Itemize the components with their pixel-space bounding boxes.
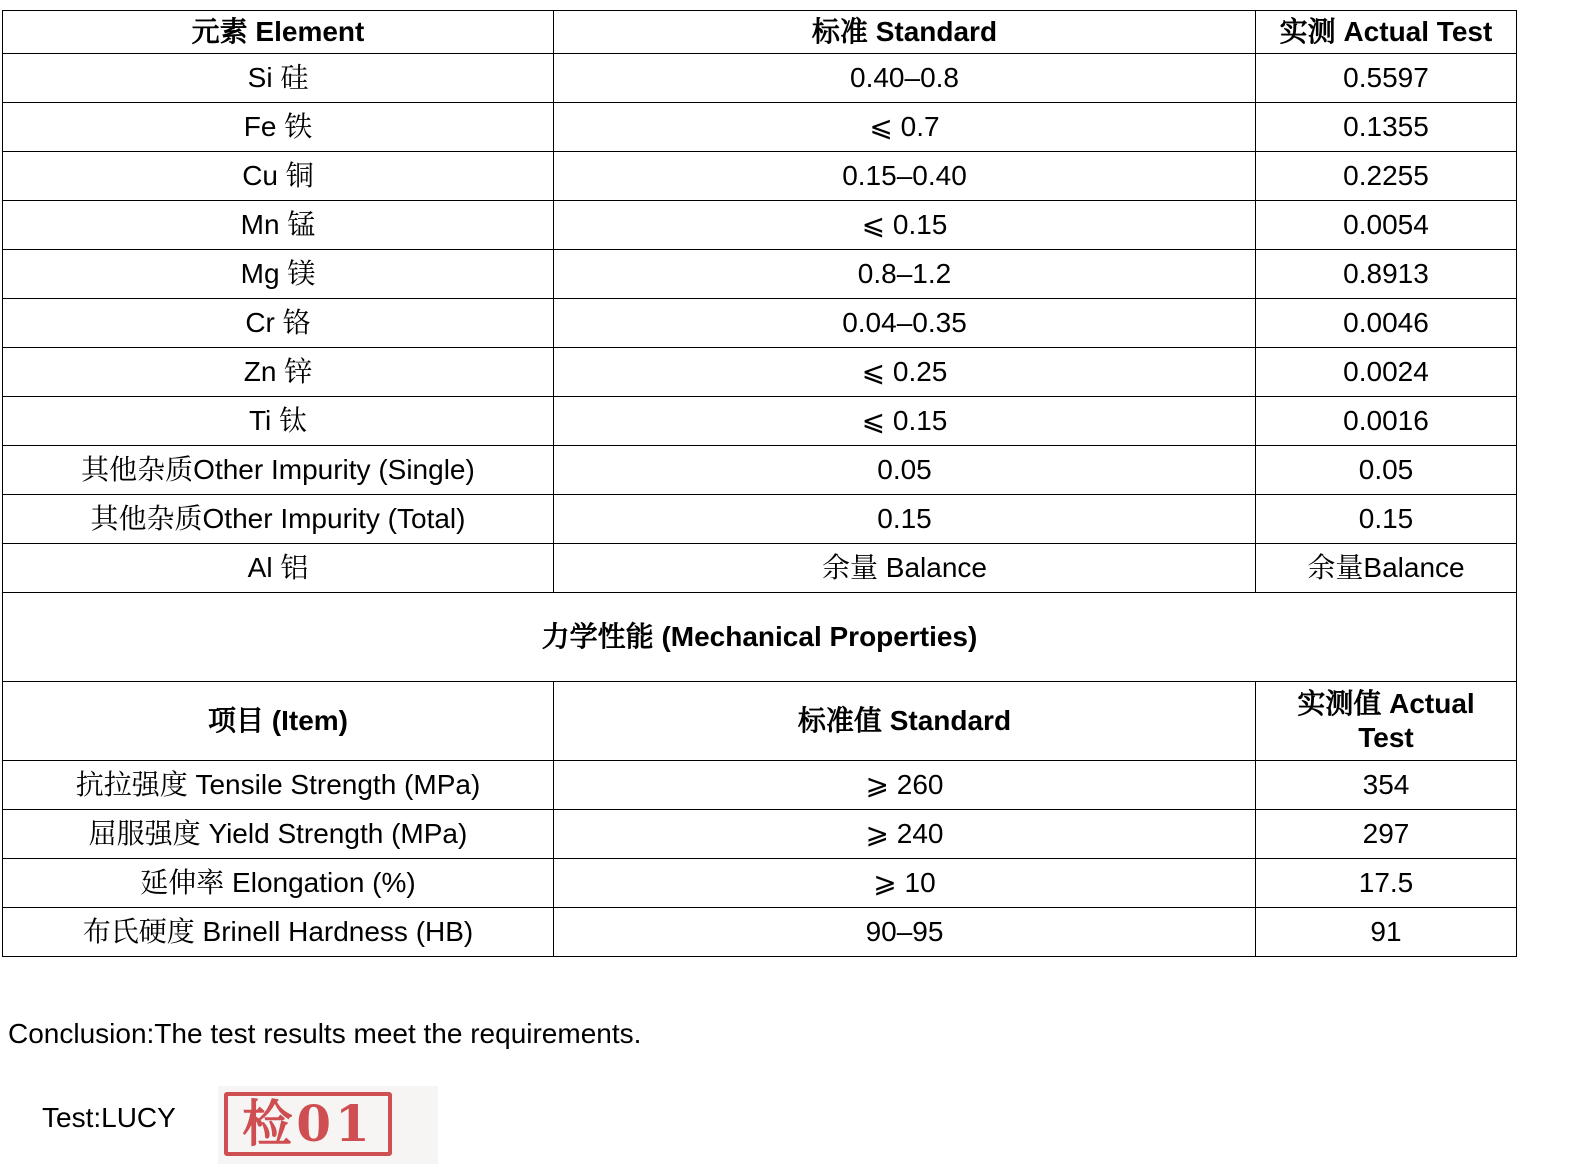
actual-cell: 0.05 (1256, 446, 1517, 495)
element-cell: Cu 铜 (3, 152, 554, 201)
standard-cell: ⩽ 0.15 (554, 201, 1256, 250)
element-cell: Si 硅 (3, 54, 554, 103)
composition-row (3, 103, 1517, 152)
composition-row (3, 397, 1517, 446)
element-cell: Al 铝 (3, 544, 554, 593)
item-cell: 延伸率 Elongation (%) (3, 859, 554, 908)
mechanical-row (3, 810, 1517, 859)
actual-cell: 0.0046 (1256, 299, 1517, 348)
standard-cell: ⩾ 10 (554, 859, 1256, 908)
mechanical-section-row (3, 593, 1517, 682)
test-report-table (2, 10, 1517, 957)
standard-cell: 0.04–0.35 (554, 299, 1256, 348)
composition-row (3, 544, 1517, 593)
standard-cell: 0.15 (554, 495, 1256, 544)
composition-row (3, 299, 1517, 348)
standard-cell: 0.40–0.8 (554, 54, 1256, 103)
element-cell: Mg 镁 (3, 250, 554, 299)
standard-cell: 0.8–1.2 (554, 250, 1256, 299)
mechanical-row (3, 908, 1517, 957)
item-cell: 屈服强度 Yield Strength (MPa) (3, 810, 554, 859)
item-cell: 抗拉强度 Tensile Strength (MPa) (3, 761, 554, 810)
standard-cell: 0.05 (554, 446, 1256, 495)
actual-cell: 0.0054 (1256, 201, 1517, 250)
item-cell: 布氏硬度 Brinell Hardness (HB) (3, 908, 554, 957)
header-standard: 标准 Standard (554, 11, 1256, 54)
header-actual-test: 实测 Actual Test (1256, 11, 1517, 54)
tester-label: Test:LUCY (42, 1102, 176, 1133)
standard-cell: ⩽ 0.15 (554, 397, 1256, 446)
mechanical-header-row (3, 682, 1517, 761)
composition-row (3, 250, 1517, 299)
standard-cell: 0.15–0.40 (554, 152, 1256, 201)
header-item: 项目 (Item) (3, 682, 554, 761)
conclusion-text: Conclusion:The test results meet the requirements. (8, 1018, 642, 1049)
standard-cell: 90–95 (554, 908, 1256, 957)
standard-cell: ⩽ 0.25 (554, 348, 1256, 397)
element-cell: Mn 锰 (3, 201, 554, 250)
composition-row (3, 495, 1517, 544)
standard-cell: 余量 Balance (554, 544, 1256, 593)
standard-cell: ⩾ 260 (554, 761, 1256, 810)
actual-cell: 17.5 (1256, 859, 1517, 908)
actual-cell: 0.0016 (1256, 397, 1517, 446)
composition-row (3, 152, 1517, 201)
actual-cell: 0.8913 (1256, 250, 1517, 299)
header-element: 元素 Element (3, 11, 554, 54)
actual-cell: 0.5597 (1256, 54, 1517, 103)
mechanical-row (3, 761, 1517, 810)
actual-cell: 91 (1256, 908, 1517, 957)
element-cell: Cr 铬 (3, 299, 554, 348)
element-cell: 其他杂质Other Impurity (Total) (3, 495, 554, 544)
actual-cell: 0.1355 (1256, 103, 1517, 152)
element-cell: Zn 锌 (3, 348, 554, 397)
composition-row (3, 54, 1517, 103)
standard-cell: ⩾ 240 (554, 810, 1256, 859)
mechanical-section-title: 力学性能 (Mechanical Properties) (3, 593, 1517, 682)
header-actual-test-value: 实测值 Actual Test (1256, 682, 1517, 761)
actual-cell: 0.15 (1256, 495, 1517, 544)
actual-cell: 余量Balance (1256, 544, 1517, 593)
composition-row (3, 348, 1517, 397)
inspection-stamp-area (218, 1086, 438, 1164)
header-standard-value: 标准值 Standard (554, 682, 1256, 761)
standard-cell: ⩽ 0.7 (554, 103, 1256, 152)
element-cell: Fe 铁 (3, 103, 554, 152)
mechanical-row (3, 859, 1517, 908)
actual-cell: 0.0024 (1256, 348, 1517, 397)
composition-row (3, 201, 1517, 250)
actual-cell: 0.2255 (1256, 152, 1517, 201)
composition-row (3, 446, 1517, 495)
composition-header-row (3, 11, 1517, 54)
actual-cell: 354 (1256, 761, 1517, 810)
element-cell: Ti 钛 (3, 397, 554, 446)
inspection-stamp: 检01 (224, 1092, 392, 1156)
actual-cell: 297 (1256, 810, 1517, 859)
element-cell: 其他杂质Other Impurity (Single) (3, 446, 554, 495)
